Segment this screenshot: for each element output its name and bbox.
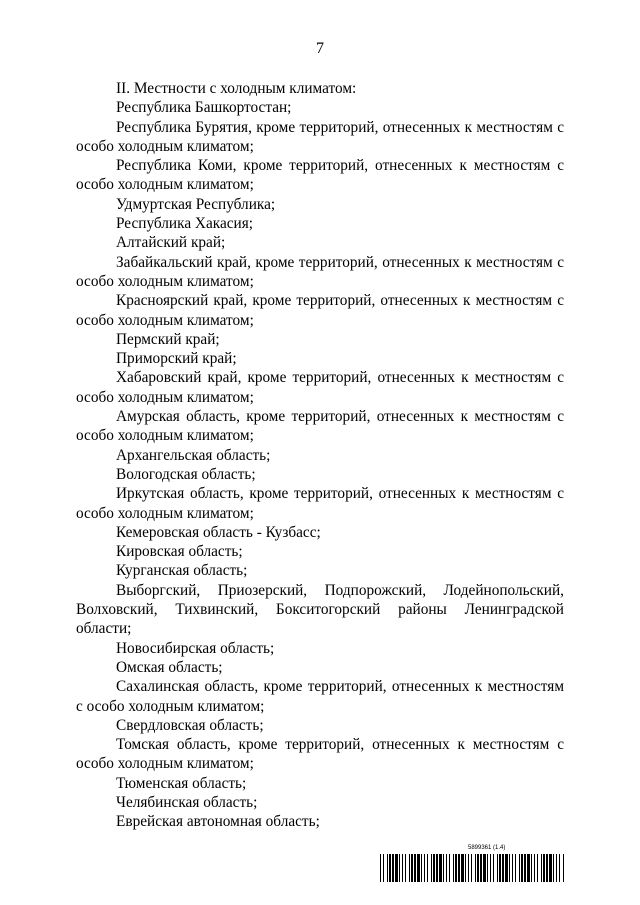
paragraph: Выборгский, Приозерский, Подпорожский, Лодейнопольский, Волховский, Тихвинский, Бокситогорский районы Ленинградской области; xyxy=(76,581,564,638)
paragraph: Забайкальский край, кроме территорий, отнесенных к местностям с особо холодным климатом; xyxy=(76,253,564,290)
paragraph: Кемеровская область - Кузбасс; xyxy=(116,523,321,541)
paragraph: Республика Коми, кроме территорий, отнесенных к местностям с особо холодным климатом; xyxy=(76,157,564,194)
barcode-icon xyxy=(380,854,564,882)
paragraph: Челябинская область; xyxy=(116,793,258,811)
paragraph: Тюменская область; xyxy=(116,774,247,792)
paragraph: Пермский край; xyxy=(116,330,220,348)
page-number: 7 xyxy=(316,40,324,57)
paragraph: Вологодская область; xyxy=(116,465,256,483)
paragraph: Иркутская область, кроме территорий, отнесенных к местностям с особо холодным климатом; xyxy=(76,485,564,522)
paragraph: Омская область; xyxy=(116,658,223,676)
paragraph: Архангельская область; xyxy=(116,446,271,464)
paragraph: Кировская область; xyxy=(116,543,243,561)
paragraph: Республика Хакасия; xyxy=(116,215,254,233)
paragraph: Свердловская область; xyxy=(116,716,264,734)
paragraph: Томская область, кроме территорий, отнесенных к местностям с особо холодным климатом; xyxy=(76,736,564,773)
paragraph: Приморский край; xyxy=(116,350,237,368)
paragraph: Сахалинская область, кроме территорий, отнесенных к местностям с особо холодным климатом; xyxy=(76,678,564,715)
paragraph: Красноярский край, кроме территорий, отнесенных к местностям с особо холодным климатом; xyxy=(76,292,564,329)
paragraph: Хабаровский край, кроме территорий, отнесенных к местностям с особо холодным климатом; xyxy=(76,369,564,406)
paragraph: Новосибирская область; xyxy=(116,639,275,657)
paragraph: Республика Башкортостан; xyxy=(116,99,292,117)
paragraph: Курганская область; xyxy=(116,562,248,580)
paragraph: Амурская область, кроме территорий, отнесенных к местностям с особо холодным климатом; xyxy=(76,408,564,445)
barcode-id: 5899361 (1.4) xyxy=(468,845,506,851)
paragraph: Алтайский край; xyxy=(116,234,226,252)
paragraph: Еврейская автономная область; xyxy=(116,813,320,831)
document-body xyxy=(76,79,564,832)
paragraph: Республика Бурятия, кроме территорий, отнесенных к местностям с особо холодным климатом; xyxy=(76,118,564,155)
paragraph: II. Местности с холодным климатом: xyxy=(116,80,357,97)
paragraph: Удмуртская Республика; xyxy=(116,195,276,213)
